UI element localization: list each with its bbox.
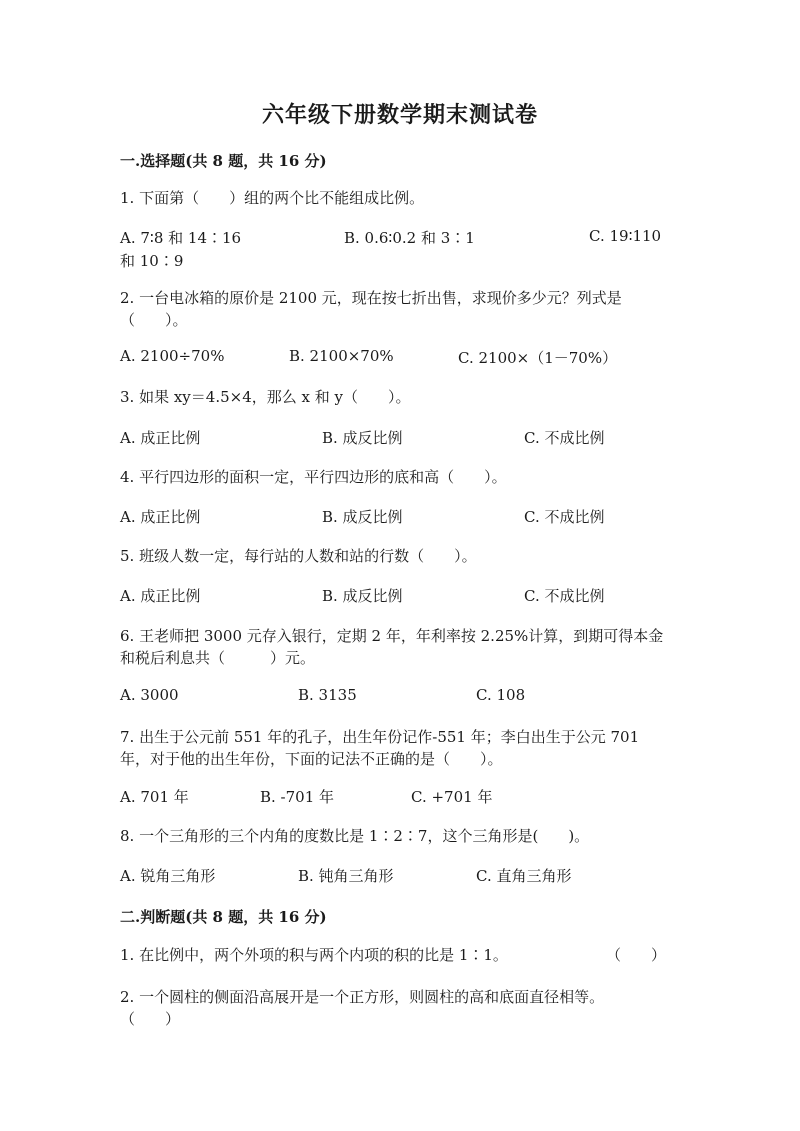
question-3-option-c: C. 不成比例 [524,429,605,447]
question-1-option-b: B. 0.6∶0.2 和 3∶1 [344,229,475,247]
question-6-continuation: 和税后利息共（ ）元。 [120,649,316,667]
question-4-option-a: A. 成正比例 [120,508,201,526]
section-heading-judgment: 二.判断题(共 8 题，共 16 分) [120,908,327,926]
question-5-option-a: A. 成正比例 [120,587,201,605]
question-5-option-c: C. 不成比例 [524,587,605,605]
question-4-option-b: B. 成反比例 [322,508,403,526]
question-2-continuation: （ ）。 [120,311,188,329]
question-7-continuation: 年，对于他的出生年份，下面的记法不正确的是（ ）。 [120,750,503,768]
judgment-2-answer-bracket: （ ） [120,1010,181,1028]
question-7-option-a: A. 701 年 [120,788,189,806]
section-heading-choice: 一.选择题(共 8 题，共 16 分) [120,152,327,170]
question-3-option-a: A. 成正比例 [120,429,201,447]
judgment-2-text: 2. 一个圆柱的侧面沿高展开是一个正方形，则圆柱的高和底面直径相等。 [120,988,605,1006]
question-2-text: 2. 一台电冰箱的原价是 2100 元，现在按七折出售，求现价多少元？列式是 [120,289,622,307]
question-6-option-a: A. 3000 [120,686,179,704]
question-8-option-b: B. 钝角三角形 [298,867,394,885]
question-1-text: 1. 下面第（ ）组的两个比不能组成比例。 [120,189,425,207]
question-8-option-c: C. 直角三角形 [476,867,572,885]
question-4-text: 4. 平行四边形的面积一定，平行四边形的底和高（ ）。 [120,468,507,486]
question-5-option-b: B. 成反比例 [322,587,403,605]
question-8-option-a: A. 锐角三角形 [120,867,216,885]
question-6-option-b: B. 3135 [298,686,357,704]
question-3-option-b: B. 成反比例 [322,429,403,447]
question-1-option-a: A. 7∶8 和 14∶16 [120,229,242,247]
question-4-option-c: C. 不成比例 [524,508,605,526]
question-1-option-c-continuation: 和 10∶9 [120,252,184,270]
question-7-option-b: B. -701 年 [260,788,335,806]
question-7-text: 7. 出生于公元前 551 年的孔子，出生年份记作-551 年；李白出生于公元 701 [120,728,640,746]
judgment-1-answer-bracket: （ ） [606,946,667,964]
question-3-text: 3. 如果 xy＝4.5×4，那么 x 和 y（ ）。 [120,388,411,406]
question-1-option-c: C. 19∶110 [589,227,662,245]
question-8-text: 8. 一个三角形的三个内角的度数比是 1∶2∶7，这个三角形是( )。 [120,827,590,845]
question-5-text: 5. 班级人数一定，每行站的人数和站的行数（ ）。 [120,547,477,565]
question-6-text: 6. 王老师把 3000 元存入银行，定期 2 年，年利率按 2.25%计算，到期可得本金 [120,627,664,645]
question-2-option-a: A. 2100÷70% [120,347,225,365]
question-6-option-c: C. 108 [476,686,526,704]
question-2-option-c: C. 2100×（1－70%） [458,349,618,367]
page-title: 六年级下册数学期末测试卷 [261,102,538,128]
question-2-option-b: B. 2100×70% [289,347,394,365]
question-7-option-c: C. +701 年 [411,788,493,806]
judgment-1-text: 1. 在比例中，两个外项的积与两个内项的积的比是 1∶1。 [120,946,508,964]
